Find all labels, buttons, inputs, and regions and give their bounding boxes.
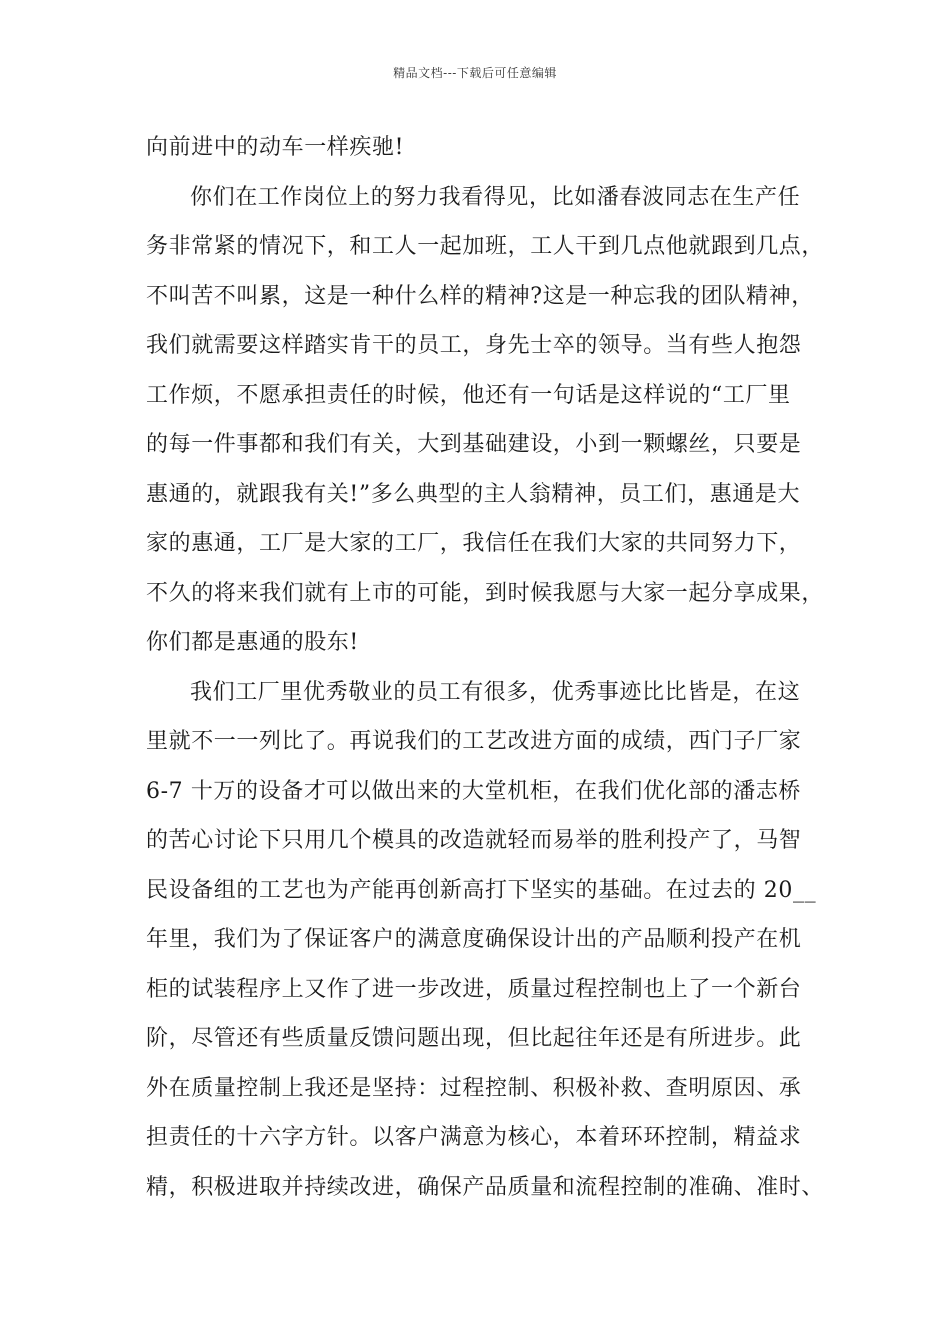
text-line: 不叫苦不叫累，这是一种什么样的精神?这是一种忘我的团队精神， [146,283,814,309]
text-line: 家的惠通，工厂是大家的工厂，我信任在我们大家的共同努力下， [146,531,802,556]
text-line: 外在质量控制上我还是坚持：过程控制、积极补救、查明原因、承 [146,1075,802,1101]
paragraph-first-line: 你们在工作岗位上的努力我看得见，比如潘春波同志在生产任 [190,184,801,210]
paragraph-first-line: 我们工厂里优秀敬业的员工有很多，优秀事迹比比皆是，在这 [190,679,801,705]
text-line: 的每一件事都和我们有关，大到基础建设，小到一颗螺丝，只要是 [146,432,802,457]
text-line: 柜的试装程序上又作了进一步改进，质量过程控制也上了一个新台 [146,976,802,1002]
text-line: 我们就需要这样踏实肯干的员工，身先士卒的领导。当有些人抱怨 [146,333,802,358]
text-line: 年里，我们为了保证客户的满意度确保设计出的产品顺利投产在机 [146,927,802,952]
text-line: 你们都是惠通的股东! [146,630,359,655]
text-line: 惠通的，就跟我有关!”多么典型的主人翁精神，员工们，惠通是大 [146,481,801,507]
text-line: 阶，尽管还有些质量反馈问题出现，但比起往年还是有所进步。此 [146,1026,802,1051]
text-line: 精，积极进取并持续改进，确保产品质量和流程控制的准确、准时、 [146,1174,825,1200]
text-line: 向前进中的动车一样疾驰! [146,135,405,160]
text-line: 民设备组的工艺也为产能再创新高打下坚实的基础。在过去的 20__ [146,877,817,903]
text-line: 里就不一一列比了。再说我们的工艺改进方面的成绩，西门子厂家 [146,729,802,754]
text-line: 工作烦，不愿承担责任的时候，他还有一句话是这样说的“工厂里 [146,382,791,408]
text-line: 的苦心讨论下只用几个模具的改造就轻而易举的胜利投产了，马智 [146,828,802,853]
text-line: 不久的将来我们就有上市的可能，到时候我愿与大家一起分享成果， [146,580,825,606]
document-body [146,130,826,1219]
page-header: 精品文档---下载后可任意编辑 [393,66,557,80]
text-line: 担责任的十六字方针。以客户满意为核心，本着环环控制，精益求 [146,1125,802,1150]
text-line: 务非常紧的情况下，和工人一起加班，工人干到几点他就跟到几点， [146,234,825,259]
text-line: 6-7 十万的设备才可以做出来的大堂机柜，在我们优化部的潘志桥 [146,778,802,804]
